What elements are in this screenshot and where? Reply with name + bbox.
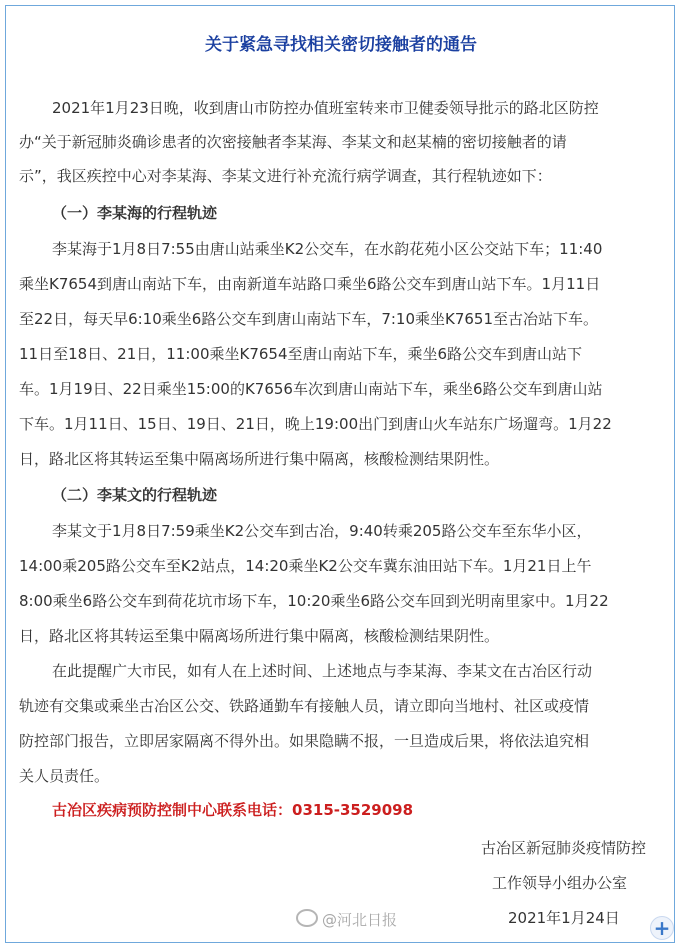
reminder-line: 防控部门报告，立即居家隔离不得外出。如果隐瞒不报，一旦造成后果，将依法追究相 <box>19 732 590 750</box>
section1-line: 至22日，每天早6:10乘坐6路公交车到唐山南站下车，7:10乘坐K7651至古冶站下车。 <box>19 310 599 328</box>
reminder-line: 关人员责任。 <box>19 767 110 785</box>
section1-heading: （一）李某海的行程轨迹 <box>52 204 218 222</box>
section2-line: 14:00乘205路公交车至K2站点，14:20乘坐K2公交车冀东油田站下车。1月21日上午 <box>19 557 592 575</box>
reminder-line: 轨迹有交集或乘坐古冶区公交、铁路通勤车有接触人员，请立即向当地村、社区或疫情 <box>19 697 590 715</box>
weibo-logo-icon <box>296 909 318 927</box>
notice-title: 关于紧急寻找相关密切接触者的通告 <box>205 35 477 55</box>
signature-org-line2: 工作领导小组办公室 <box>492 874 628 892</box>
section2-line: 8:00乘坐6路公交车到荷花坑市场下车，10:20乘坐6路公交车回到光明南里家中。1月22 <box>19 592 609 610</box>
watermark-text: @河北日报 <box>322 911 398 929</box>
intro-line: 示”，我区疾控中心对李某海、李某文进行补充流行病学调查，其行程轨迹如下： <box>19 167 552 185</box>
section1-line: 李某海于1月8日7:55由唐山站乘坐K2公交车，在水韵花苑小区公交站下车；11:40 <box>52 240 603 258</box>
contact-phone: 古冶区疾病预防控制中心联系电话：0315-3529098 <box>52 801 414 819</box>
section2-line: 李某文于1月8日7:59乘坐K2公交车到古冶，9:40转乘205路公交车至东华小区， <box>52 522 592 540</box>
signature-org-line1: 古冶区新冠肺炎疫情防控 <box>481 839 647 857</box>
section1-line: 下车。1月11日、15日、19日、21日，晚上19:00出门到唐山火车站东广场遛弯。1月22 <box>19 415 612 433</box>
section1-line: 乘坐K7654到唐山南站下车，由南新道车站路口乘坐6路公交车到唐山站下车。1月11日 <box>19 275 601 293</box>
signature-date: 2021年1月24日 <box>508 909 620 927</box>
intro-line: 办“关于新冠肺炎确诊患者的次密接触者李某海、李某文和赵某楠的密切接触者的请 <box>19 133 567 151</box>
section1-line: 日，路北区将其转运至集中隔离场所进行集中隔离，核酸检测结果阴性。 <box>19 450 500 468</box>
section1-line: 11日至18日、21日，11:00乘坐K7654至唐山南站下车，乘坐6路公交车到唐山站下 <box>19 345 583 363</box>
section1-line: 车。1月19日、22日乘坐15:00的K7656车次到唐山南站下车，乘坐6路公交车到唐山站 <box>19 380 603 398</box>
intro-line: 2021年1月23日晚，收到唐山市防控办值班室转来市卫健委领导批示的路北区防控 <box>52 99 599 117</box>
section2-line: 日，路北区将其转运至集中隔离场所进行集中隔离，核酸检测结果阴性。 <box>19 627 500 645</box>
weibo-watermark <box>296 909 397 930</box>
plus-button[interactable]: + <box>650 916 674 940</box>
section2-heading: （二）李某文的行程轨迹 <box>52 486 218 504</box>
reminder-line: 在此提醒广大市民，如有人在上述时间、上述地点与李某海、李某文在古冶区行动 <box>52 662 593 680</box>
